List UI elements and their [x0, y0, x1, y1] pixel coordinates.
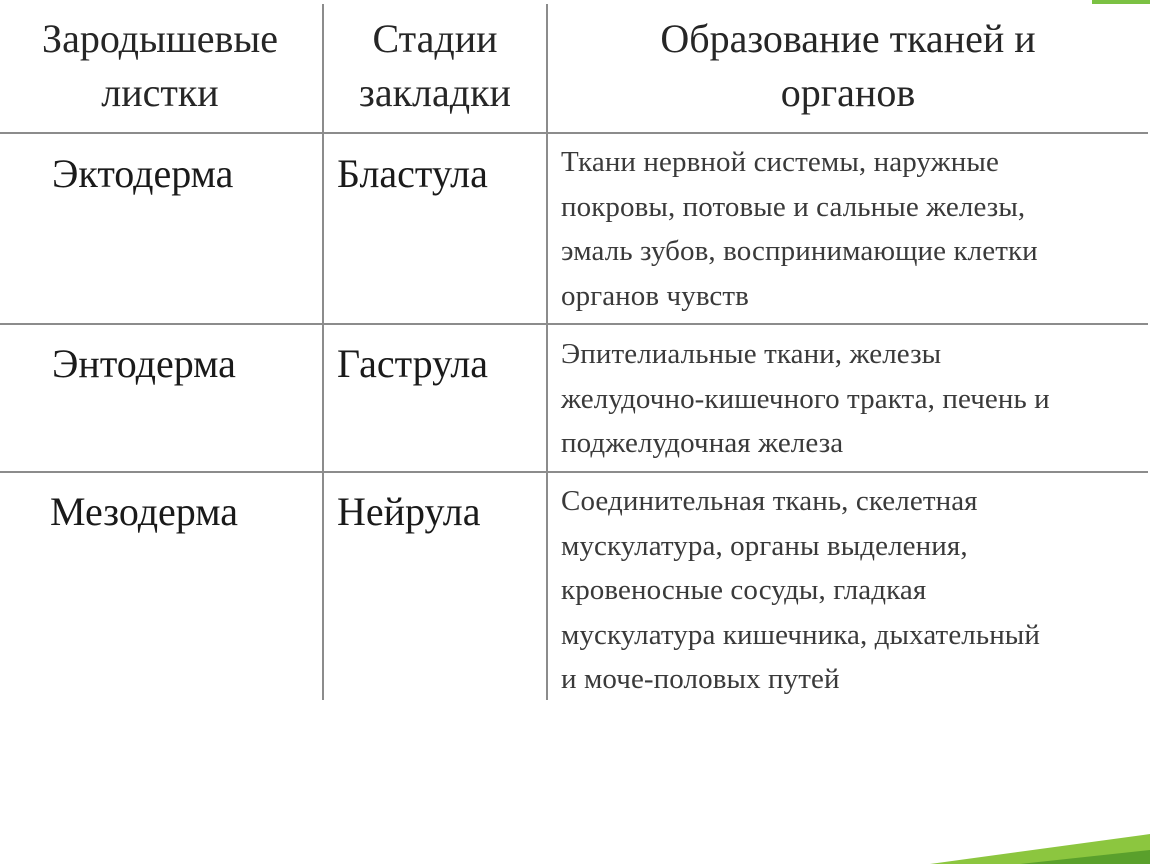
- header-tissue-formation-line1: Образование тканей и: [660, 16, 1036, 61]
- row-3-tissues-line: мускулатура кишечника, дыхательный: [561, 618, 1041, 651]
- row-1-layer: Эктодерма: [52, 151, 234, 196]
- header-stages-line1: Стадии: [372, 16, 498, 61]
- row-1-tissues-line: эмаль зубов, воспринимающие клетки: [561, 235, 1038, 267]
- header-tissue-formation: [548, 12, 1148, 120]
- header-germ-layers: [0, 12, 320, 120]
- row-3-tissues-line: мускулатура, органы выделения,: [561, 529, 968, 562]
- row-2-tissues-line: Эпителиальные ткани, железы: [561, 338, 942, 370]
- row-2-tissues: [561, 332, 1050, 466]
- row-divider-2: [0, 471, 1148, 473]
- row-1-stage: Бластула: [337, 151, 488, 196]
- row-3-tissues: [561, 479, 1040, 702]
- row-3-tissues-line: Соединительная ткань, скелетная: [561, 485, 978, 517]
- row-1-tissues-line: Ткани нервной системы, наружные: [561, 146, 999, 178]
- row-3-stage: Нейрула: [337, 489, 481, 534]
- row-1-tissues: [561, 140, 1038, 318]
- row-2-tissues-line: желудочно-кишечного тракта, печень и: [561, 382, 1050, 415]
- row-divider-1: [0, 323, 1148, 325]
- header-germ-layers-line2: листки: [101, 70, 219, 115]
- header-germ-layers-line1: Зародышевые: [42, 16, 278, 61]
- row-3-tissues-line: кровеносные сосуды, гладкая: [561, 574, 927, 606]
- row-1-tissues-line: покровы, потовые и сальные железы,: [561, 190, 1026, 223]
- header-divider: [0, 132, 1148, 134]
- header-tissue-formation-line2: органов: [780, 70, 916, 115]
- row-2-stage: Гаструла: [337, 341, 489, 386]
- row-3-layer: Мезодерма: [50, 489, 238, 534]
- header-stages-line2: закладки: [359, 70, 511, 115]
- row-2-layer: Энтодерма: [52, 341, 236, 386]
- row-3-tissues-line: и моче-половых путей: [561, 663, 840, 695]
- decorative-accent-top: [1092, 0, 1150, 4]
- decorative-accent-bottom-dark: [1020, 850, 1150, 864]
- row-1-tissues-line: органов чувств: [561, 279, 749, 312]
- header-stages: [324, 12, 546, 120]
- row-2-tissues-line: поджелудочная железа: [561, 427, 844, 459]
